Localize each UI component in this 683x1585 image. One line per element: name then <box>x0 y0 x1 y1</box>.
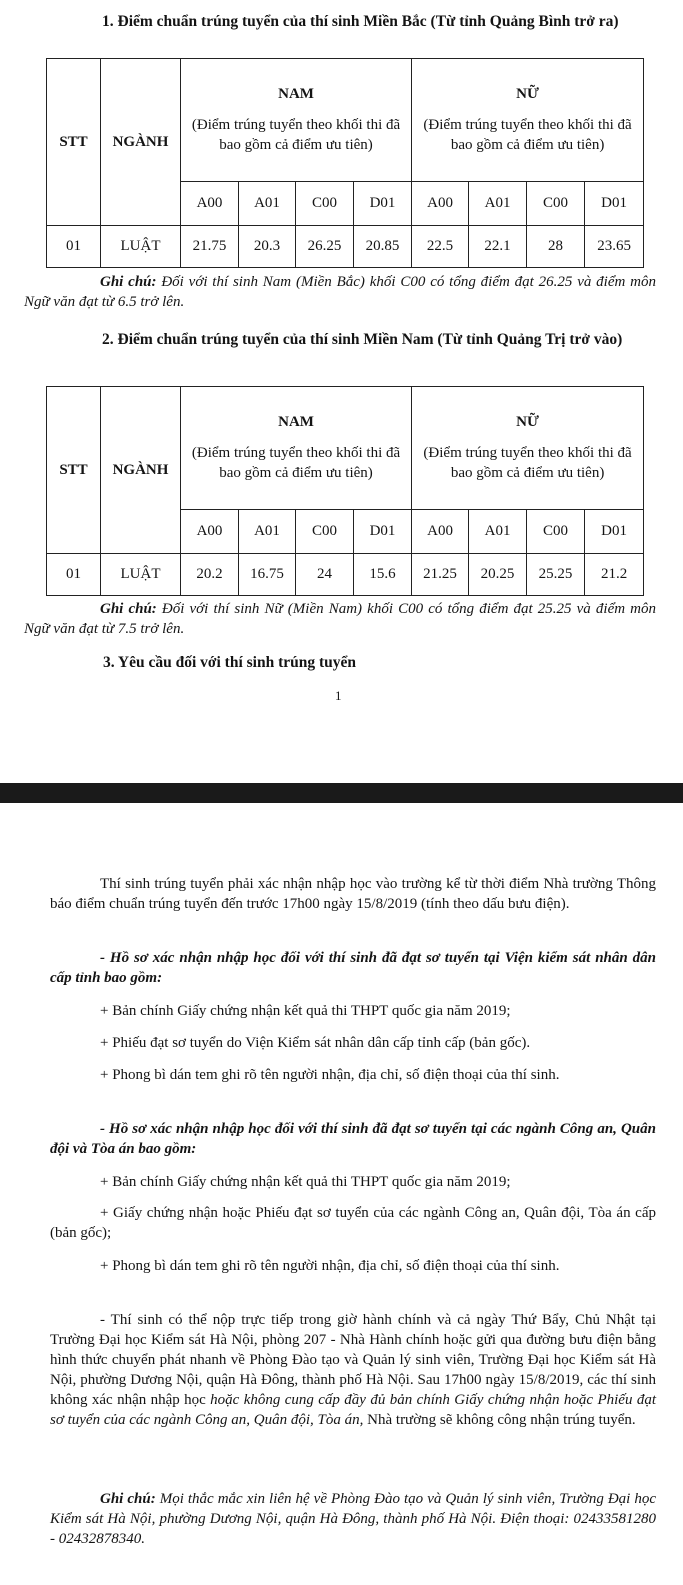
table-row <box>47 554 644 596</box>
cell-score: 16.75 <box>239 554 296 596</box>
cell-score: 28 <box>527 226 585 268</box>
block-header: C00 <box>527 510 585 554</box>
note-label: Ghi chú: <box>100 274 157 290</box>
block-header: D01 <box>354 510 412 554</box>
cell-score: 15.6 <box>354 554 412 596</box>
female-group-title: NỮ <box>516 413 539 430</box>
cell-score: 25.25 <box>527 554 585 596</box>
dossier2-item: + Giấy chứng nhận hoặc Phiếu đạt sơ tuyển của các ngành Công an, Quân đội, Tòa án cấp (bản gốc); <box>50 1205 656 1241</box>
cell-score: 22.1 <box>469 226 527 268</box>
block-header: C00 <box>296 182 354 226</box>
south-score-table <box>46 386 644 596</box>
table-row <box>47 226 644 268</box>
dossier1-item: + Phiếu đạt sơ tuyển do Viện Kiểm sát nhân dân cấp tỉnh cấp (bản gốc). <box>100 1035 531 1051</box>
block-header: A00 <box>181 182 239 226</box>
cell-score: 26.25 <box>296 226 354 268</box>
block-header: C00 <box>296 510 354 554</box>
male-group-title: NAM <box>278 413 314 430</box>
block-header: A01 <box>469 510 527 554</box>
cell-score: 20.85 <box>354 226 412 268</box>
submission-text-end: Nhà trường sẽ không công nhận trúng tuyển. <box>363 1412 636 1428</box>
intro-paragraph: Thí sinh trúng tuyển phải xác nhận nhập học vào trường kể từ thời điểm Nhà trường Thông báo điểm chuẩn trúng tuyển đến trước 17h00 ngày 15/8/2019 (tính theo dấu bưu điện). <box>50 876 656 912</box>
page-number: 1 <box>335 688 342 703</box>
page-divider <box>0 783 683 803</box>
female-group-header <box>412 387 644 510</box>
submission-text-italic: hoặc không cung cấp đầy đủ bản chính Giấy chứng nhận hoặc Phiếu đạt sơ tuyển của các ngành Công an, Quân đội, Tòa án, <box>50 1392 656 1428</box>
male-group-header <box>181 59 412 182</box>
dossier2-title: - Hồ sơ xác nhận nhập học đối với thí sinh đã đạt sơ tuyển tại các ngành Công an, Quân đội và Tòa án bao gồm: <box>50 1121 656 1157</box>
female-group-desc: (Điểm trúng tuyển theo khối thi đã bao gồm cả điểm ưu tiên) <box>423 117 632 154</box>
block-header: A00 <box>412 510 469 554</box>
col-nganh-header: NGÀNH <box>101 387 181 554</box>
male-group-title: NAM <box>278 85 314 102</box>
note-text: Đối với thí sinh Nữ (Miền Nam) khối C00 có tổng điểm đạt 25.25 và điểm môn Ngữ văn đạt từ 7.5 trở lên. <box>24 601 656 637</box>
col-stt-header: STT <box>47 387 101 554</box>
note-text: Đối với thí sinh Nam (Miền Bắc) khối C00 có tổng điểm đạt 26.25 và điểm môn Ngữ văn đạt từ 6.5 trở lên. <box>24 274 656 310</box>
cell-score: 21.25 <box>412 554 469 596</box>
cell-score: 22.5 <box>412 226 469 268</box>
page-2 <box>0 803 683 1585</box>
final-note-label: Ghi chú: <box>100 1491 156 1507</box>
cell-score: 23.65 <box>585 226 644 268</box>
block-header: D01 <box>585 510 644 554</box>
block-header: A01 <box>239 182 296 226</box>
cell-score: 20.2 <box>181 554 239 596</box>
col-nganh-header: NGÀNH <box>101 59 181 226</box>
section2-heading: 2. Điểm chuẩn trúng tuyển của thí sinh Miền Nam (Từ tỉnh Quảng Trị trở vào) <box>102 331 623 348</box>
dossier1-item: + Bản chính Giấy chứng nhận kết quả thi THPT quốc gia năm 2019; <box>100 1003 511 1019</box>
block-header: A00 <box>412 182 469 226</box>
submission-text: - Thí sinh có thể nộp trực tiếp trong giờ hành chính và cả ngày Thứ Bẩy, Chủ Nhật tại Trường Đại học Kiểm sát Hà Nội, phòng 207 - Nhà Hành chính hoặc gửi qua đường bưu điện bằng hình thức chuyển phát nhanh về Phòng Đào tạo và Quản lý sinh viên, Trường Đại học Kiểm sát Hà Nội, phường Dương Nội, quận Hà Đông, thành phố Hà Nội. Sau 17h00 ngày 15/8/2019, các thí sinh không xác nhận nhập học <box>50 1312 656 1408</box>
final-note <box>50 1489 656 1549</box>
section1-heading: 1. Điểm chuẩn trúng tuyển của thí sinh Miền Bắc (Từ tỉnh Quảng Bình trở ra) <box>102 13 619 30</box>
north-score-table <box>46 58 644 268</box>
female-group-desc: (Điểm trúng tuyển theo khối thi đã bao gồm cả điểm ưu tiên) <box>423 445 632 482</box>
block-header: D01 <box>354 182 412 226</box>
dossier2-item: + Bản chính Giấy chứng nhận kết quả thi THPT quốc gia năm 2019; <box>100 1174 511 1190</box>
female-group-title: NỮ <box>516 85 539 102</box>
dossier1-title: - Hồ sơ xác nhận nhập học đối với thí sinh đã đạt sơ tuyển tại Viện kiểm sát nhân dân cấp tỉnh bao gồm: <box>50 950 656 986</box>
cell-score: 24 <box>296 554 354 596</box>
block-header: D01 <box>585 182 644 226</box>
cell-score: 21.75 <box>181 226 239 268</box>
male-group-header <box>181 387 412 510</box>
section2-note <box>24 599 656 639</box>
final-note-text: Mọi thắc mắc xin liên hệ về Phòng Đào tạo và Quản lý sinh viên, Trường Đại học Kiểm sát Hà Nội, phường Dương Nội, quận Hà Đông, thành phố Hà Nội. Điện thoại: 02433581280 - 02432878340. <box>50 1491 656 1547</box>
female-group-header <box>412 59 644 182</box>
block-header: C00 <box>527 182 585 226</box>
male-group-desc: (Điểm trúng tuyển theo khối thi đã bao gồm cả điểm ưu tiên) <box>191 445 401 482</box>
col-stt-header: STT <box>47 59 101 226</box>
section1-note <box>24 272 656 312</box>
block-header: A01 <box>469 182 527 226</box>
cell-score: 20.3 <box>239 226 296 268</box>
cell-stt: 01 <box>47 554 101 596</box>
cell-score: 20.25 <box>469 554 527 596</box>
note-label: Ghi chú: <box>100 601 157 617</box>
block-header: A00 <box>181 510 239 554</box>
submission-paragraph <box>50 1310 656 1430</box>
male-group-desc: (Điểm trúng tuyển theo khối thi đã bao gồm cả điểm ưu tiên) <box>191 117 401 154</box>
dossier1-item: + Phong bì dán tem ghi rõ tên người nhận, địa chỉ, số điện thoại của thí sinh. <box>100 1067 560 1083</box>
section3-heading: 3. Yêu cầu đối với thí sinh trúng tuyển <box>103 654 357 671</box>
dossier2-item: + Phong bì dán tem ghi rõ tên người nhận, địa chỉ, số điện thoại của thí sinh. <box>100 1258 560 1274</box>
cell-nganh: LUẬT <box>101 554 181 596</box>
cell-nganh: LUẬT <box>101 226 181 268</box>
cell-stt: 01 <box>47 226 101 268</box>
page-1 <box>0 0 683 783</box>
cell-score: 21.2 <box>585 554 644 596</box>
block-header: A01 <box>239 510 296 554</box>
